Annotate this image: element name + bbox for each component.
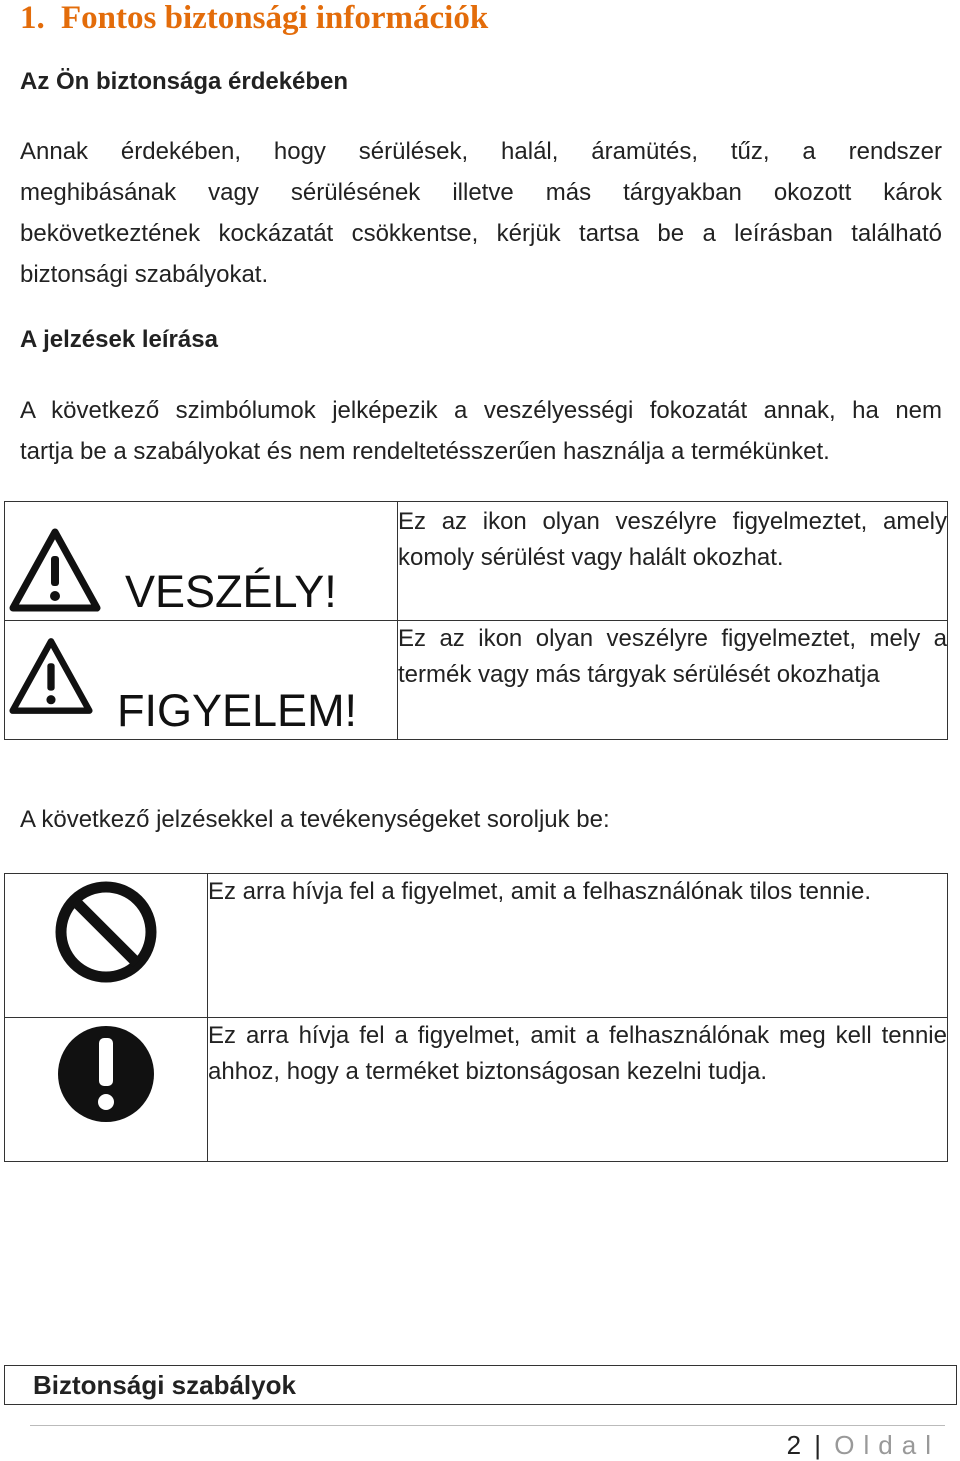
activity-symbols-table [4, 873, 948, 1162]
page-number-value: 2 [786, 1430, 802, 1460]
footer-divider [30, 1425, 945, 1426]
symbol-cell [5, 874, 208, 1018]
warning-label-cell [5, 502, 398, 621]
table-row [5, 502, 948, 621]
activities-intro: A következő jelzésekkel a tevékenységeket soroljuk be: [20, 806, 610, 833]
section-title-signals: A jelzések leírása [20, 326, 218, 353]
warning-label-cell [5, 621, 398, 740]
symbol-cell [5, 1018, 208, 1162]
paragraph-line: Annak érdekében, hogy sérülések, halál, áramütés, tűz, a rendszer [20, 138, 942, 165]
danger-description: Ez az ikon olyan veszélyre figyelmeztet, amely komoly sérülést vagy halált okozhat. [398, 502, 948, 621]
warning-triangle-icon [9, 637, 93, 715]
safety-paragraph [20, 131, 942, 295]
page-title [20, 0, 488, 37]
prohibition-description: Ez arra hívja fel a figyelmet, amit a felhasználónak tilos tennie. [208, 874, 948, 1018]
paragraph-line: A következő szimbólumok jelképezik a veszélyességi fokozatát annak, ha nem [20, 397, 942, 424]
section-title-safety: Az Ön biztonsága érdekében [20, 68, 349, 95]
caution-label: FIGYELEM! [117, 685, 358, 736]
page-word: Oldal [834, 1430, 940, 1460]
table-row [5, 874, 948, 1018]
paragraph-line: tartja be a szabályokat és nem rendeltetésszerűen használja a termékünket. [20, 438, 830, 465]
footer-section-title: Biztonsági szabályok [33, 1370, 296, 1400]
page-number [787, 1430, 940, 1461]
paragraph-line: biztonsági szabályokat. [20, 261, 269, 288]
heading-number: 1. [20, 0, 45, 36]
prohibition-icon [53, 879, 159, 985]
caution-description: Ez az ikon olyan veszélyre figyelmeztet, mely a termék vagy más tárgyak sérülését okozhatja [398, 621, 948, 740]
signals-paragraph [20, 390, 942, 472]
paragraph-line: meghibásának vagy sérülésének illetve más tárgyakban okozott károk [20, 179, 942, 206]
mandatory-exclamation-icon [56, 1024, 156, 1124]
heading-text: Fontos biztonsági információk [61, 0, 489, 36]
page-separator: | [814, 1430, 822, 1460]
paragraph-line: bekövetkeztének kockázatát csökkentse, kérjük tartsa be a leírásban található [20, 220, 942, 247]
footer-section-box [4, 1365, 957, 1405]
danger-label: VESZÉLY! [125, 566, 337, 617]
table-row [5, 621, 948, 740]
table-row [5, 1018, 948, 1162]
warning-triangle-icon [9, 528, 101, 612]
mandatory-description: Ez arra hívja fel a figyelmet, amit a felhasználónak meg kell tennie ahhoz, hogy a terméket biztonságosan kezelni tudja. [208, 1018, 948, 1162]
warning-levels-table [4, 501, 948, 740]
